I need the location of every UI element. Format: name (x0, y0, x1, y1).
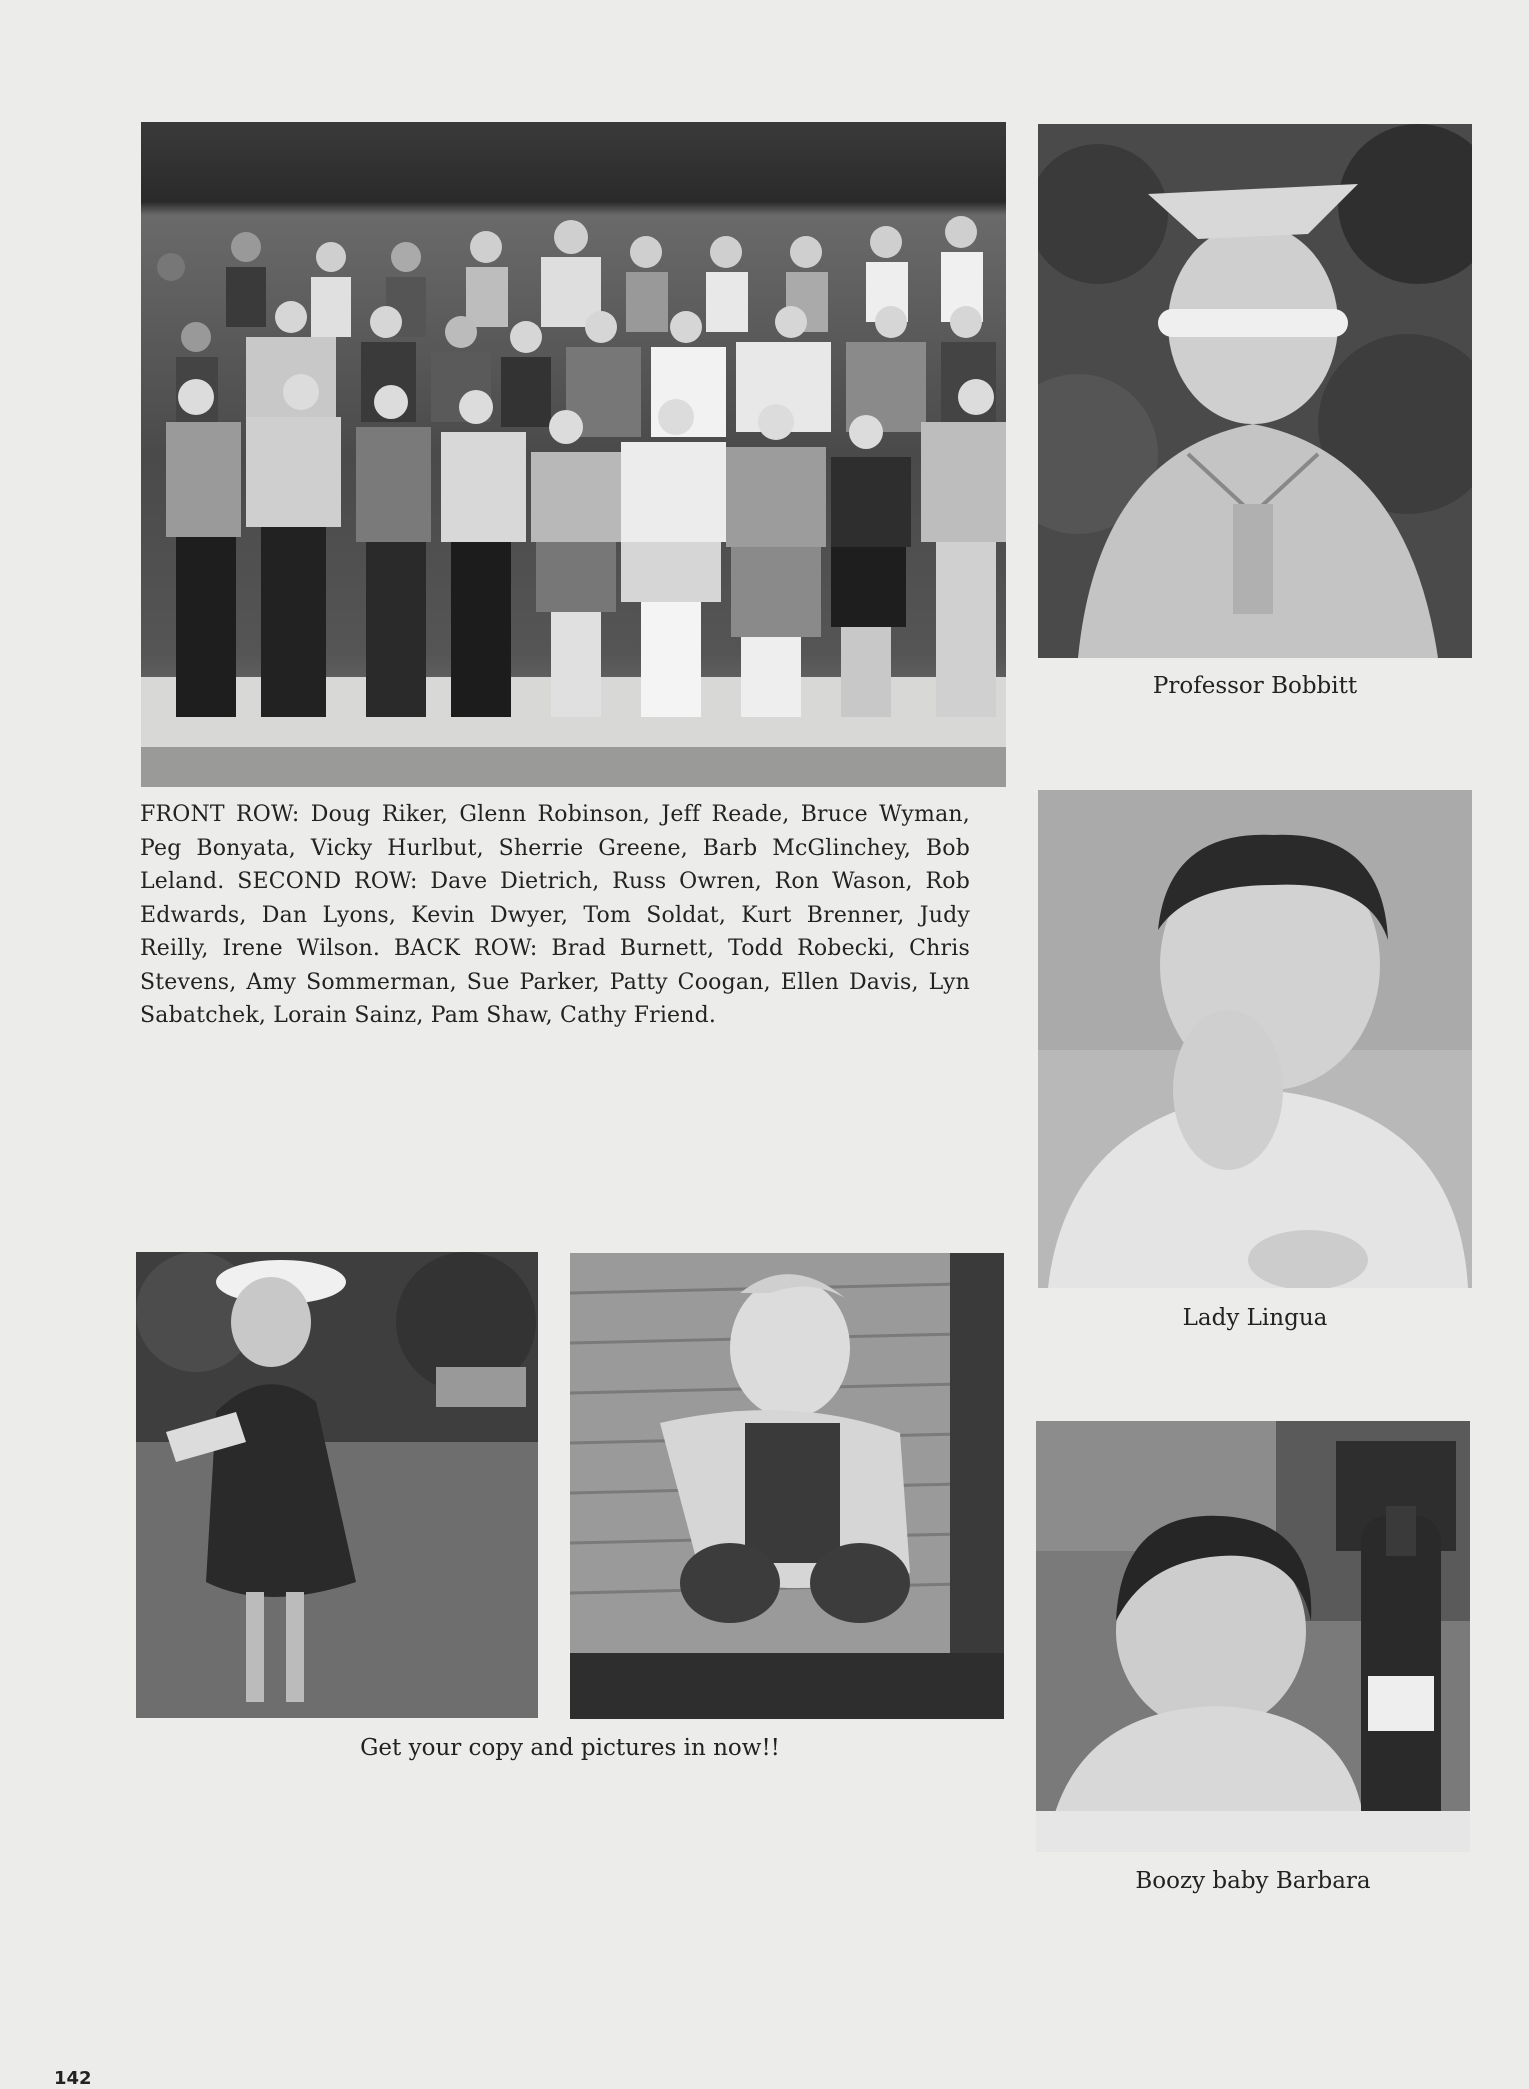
barbara-photo (1036, 1421, 1470, 1852)
portrait-photo-icon (1036, 1421, 1470, 1852)
group-photo-caption: FRONT ROW: Doug Riker, Glenn Robinson, Jeff Reade, Bruce Wyman, Peg Bonyata, Vicky Hurlbut, Sherrie Greene, Barb McGlinchey, Bob Leland. SECOND ROW: Dave Dietrich, Russ Owren, Ron Wason, Rob Edwards, Dan Lyons, Kevin Dwyer, Tom Soldat, Kurt Brenner, Judy Reilly, Irene Wilson. BACK ROW: Brad Burnett, Todd Robecki, Chris Stevens, Amy Sommerman, Sue Parker, Patty Coogan, Ellen Davis, Lyn Sabatchek, Lorain Sainz, Pam Shaw, Cathy Friend. (140, 802, 970, 1028)
lady-caption: Lady Lingua (1182, 1305, 1328, 1331)
child-photo-icon (136, 1252, 538, 1718)
portrait-photo-icon (1038, 790, 1472, 1288)
professor-photo (1038, 124, 1472, 658)
lady-photo (1038, 790, 1472, 1288)
page-number: 142 (54, 2068, 92, 2089)
group-photo-icon (141, 122, 1006, 787)
group-photo (141, 122, 1006, 787)
girl-hat-photo (136, 1252, 538, 1718)
barbara-caption: Boozy baby Barbara (1135, 1868, 1371, 1894)
portrait-photo-icon (1038, 124, 1472, 658)
boy-porch-photo (570, 1253, 1004, 1719)
professor-caption: Professor Bobbitt (1152, 673, 1358, 699)
child-photo-icon (570, 1253, 1004, 1719)
bottom-caption: Get your copy and pictures in now!! (360, 1735, 780, 1761)
